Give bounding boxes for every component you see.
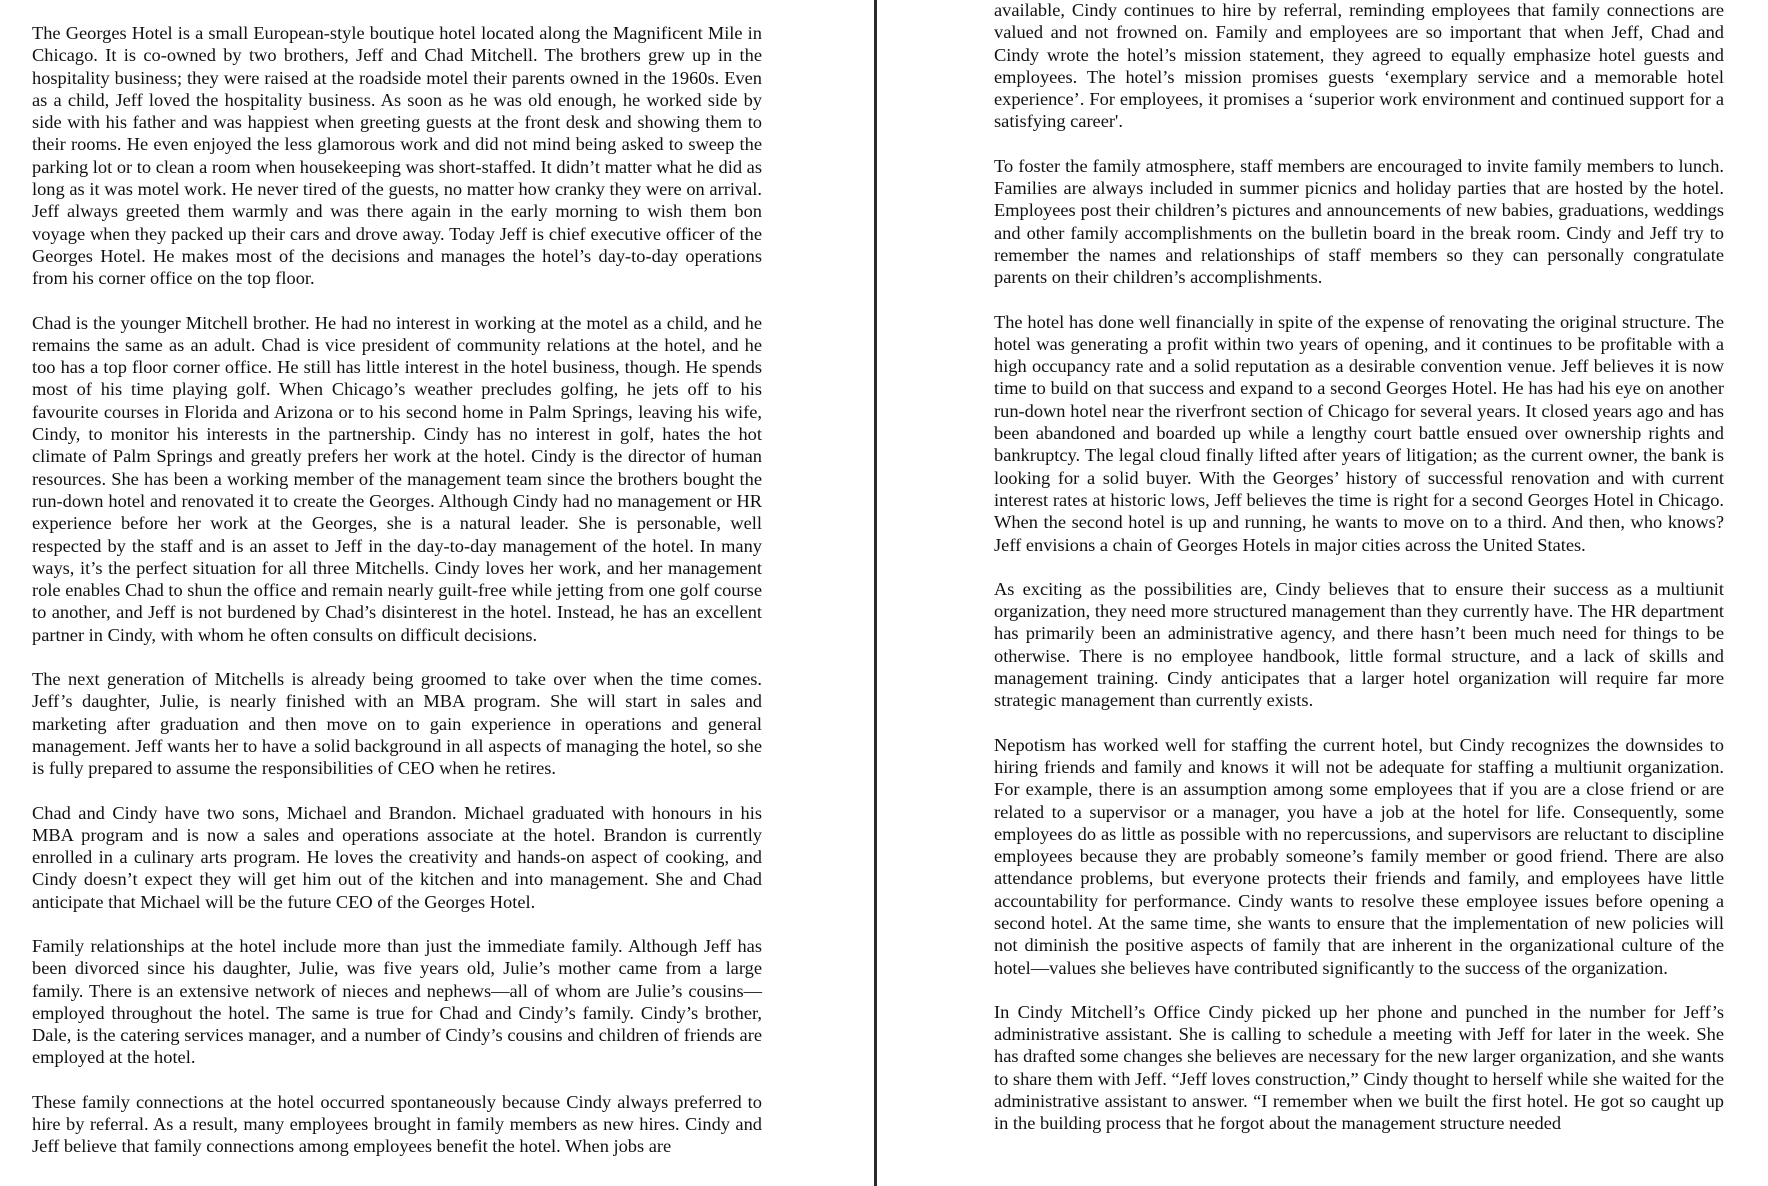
paragraph-mission-statement: available, Cindy continues to hire by referral, reminding employees that family connections are valued and not frowned on. Family and employees are so important that when Jeff, Chad and Cindy wrote the hotel’s mission statement, they agreed to equally emphasize hotel guests and employees. The hotel’s mission promises guests ‘exemplary service and a memorable hotel experience’. For employees, it promises a ‘superior work environment and continued support for a satisfying career'. (994, 0, 1724, 132)
paragraph-structured-management: As exciting as the possibilities are, Cindy believes that to ensure their success as a multiunit organization, they need more structured management than they currently have. The HR department has primarily been an administrative agency, and there hasn’t been much need for things to be otherwise. There is no employee handbook, little formal structure, and a lack of skills and management training. Cindy anticipates that a larger hotel organization will require far more strategic management than currently exists. (994, 578, 1724, 711)
paragraph-family-atmosphere: To foster the family atmosphere, staff members are encouraged to invite family members to lunch. Families are always included in summer picnics and holiday parties that are hosted by the hotel. Employees post their children’s pictures and announcements of new babies, graduations, weddings and other family accomplishments on the bulletin board in the break room. Cindy and Jeff try to remember the names and relationships of staff members so they can personally congratulate parents on their children’s accomplishments. (994, 155, 1724, 288)
paragraph-family-connections: These family connections at the hotel occurred spontaneously because Cindy always preferred to hire by referral. As a result, many employees brought in family members as new hires. Cindy and Jeff believe that family connections among employees benefit the hotel. When jobs are (32, 1091, 762, 1157)
paragraph-cindy-office: In Cindy Mitchell’s Office Cindy picked up her phone and punched in the number for Jeff’s administrative assistant. She is calling to schedule a meeting with Jeff for later in the week. She has drafted some changes she believes are necessary for the new larger organization, and she wants to share them with Jeff. “Jeff loves construction,” Cindy thought to herself while she waited for the administrative assistant to answer. “I remember when we built the first hotel. He got so caught up in the building process that he forgot about the management structure needed (994, 1001, 1724, 1134)
left-text-column (32, 22, 762, 1180)
paragraph-expansion: The hotel has done well financially in spite of the expense of renovating the original structure. The hotel was generating a profit within two years of opening, and it continues to be profitable with a high occupancy rate and a solid reputation as a desirable convention venue. Jeff believes it is now time to build on that success and expand to a second Georges Hotel. He has had his eye on another run-down hotel near the riverfront section of Chicago for several years. It closed years ago and has been abandoned and boarded up while a lengthy court battle ensued over ownership rights and bankruptcy. The legal cloud finally lifted after years of litigation; as the current owner, the bank is looking for a solid buyer. With the Georges’ history of successful renovation and with current interest rates at historic lows, Jeff believes the time is right for a second Georges Hotel in Chicago. When the second hotel is up and running, he wants to move on to a third. And then, who knows? Jeff envisions a chain of Georges Hotels in major cities across the United States. (994, 311, 1724, 555)
paragraph-sons: Chad and Cindy have two sons, Michael and Brandon. Michael graduated with honours in his MBA program and is now a sales and operations associate at the hotel. Brandon is currently enrolled in a culinary arts program. He loves the creativity and hands-on aspect of cooking, and Cindy doesn’t expect they will get him out of the kitchen and into management. She and Chad anticipate that Michael will be the future CEO of the Georges Hotel. (32, 802, 762, 912)
right-page (877, 0, 1768, 1186)
paragraph-nepotism: Nepotism has worked well for staffing the current hotel, but Cindy recognizes the downsides to hiring friends and family and knows it will not be adequate for staffing a multiunit organization. For example, there is an assumption among some employees that if you are a close friend or are related to a supervisor or a manager, you have a job at the hotel for life. Consequently, some employees do as little as possible with no repercussions, and supervisors are reluctant to discipline employees because they are probably someone’s family member or good friend. There are also attendance problems, but everyone protects their friends and family, and employees have little accountability for performance. Cindy wants to resolve these employee issues before opening a second hotel. At the same time, she wants to ensure that the implementation of new policies will not diminish the positive aspects of family that are inherent in the organizational culture of the hotel—values she believes have contributed significantly to the success of the organization. (994, 734, 1724, 978)
paragraph-family-relationships: Family relationships at the hotel include more than just the immediate family. Although Jeff has been divorced since his daughter, Julie, was five years old, Julie’s mother came from a large family. There is an extensive network of nieces and nephews—all of whom are Julie’s cousins—employed throughout the hotel. The same is true for Chad and Cindy’s family. Cindy’s brother, Dale, is the catering services manager, and a number of Cindy’s cousins and children of friends are employed at the hotel. (32, 935, 762, 1068)
right-text-column (994, 0, 1724, 1157)
left-page (0, 0, 874, 1186)
paragraph-hotel-intro: The Georges Hotel is a small European-style boutique hotel located along the Magnificent Mile in Chicago. It is co-owned by two brothers, Jeff and Chad Mitchell. The brothers grew up in the hospitality business; they were raised at the roadside motel their parents owned in the 1960s. Even as a child, Jeff loved the hospitality business. As soon as he was old enough, he worked side by side with his father and was happiest when greeting guests at the front desk and showing them to their rooms. He even enjoyed the less glamorous work and did not mind being asked to sweep the parking lot or to clean a room when housekeeping was short-staffed. It didn’t matter what he did as long as it was motel work. He never tired of the guests, no matter how cranky they were on arrival. Jeff always greeted them warmly and was there again in the early morning to wish them bon voyage when they packed up their cars and drove away. Today Jeff is chief executive officer of the Georges Hotel. He makes most of the decisions and manages the hotel’s day-to-day operations from his corner office on the top floor. (32, 23, 762, 289)
paragraph-next-generation: The next generation of Mitchells is already being groomed to take over when the time comes. Jeff’s daughter, Julie, is nearly finished with an MBA program. She will start in sales and marketing after graduation and then move on to gain experience in operations and general management. Jeff wants her to have a solid background in all aspects of managing the hotel, so she is fully prepared to assume the responsibilities of CEO when he retires. (32, 669, 762, 779)
paragraph-chad-and-cindy: Chad is the younger Mitchell brother. He had no interest in working at the motel as a child, and he remains the same as an adult. Chad is vice president of community relations at the hotel, and he too has a top floor corner office. He still has little interest in the hotel business, though. He spends most of his time playing golf. When Chicago’s weather precludes golfing, he jets off to his favourite courses in Florida and Arizona or to his second home in Palm Springs, leaving his wife, Cindy, to monitor his interests in the partnership. Cindy has no interest in golf, hates the hot climate of Palm Springs and greatly prefers her work at the hotel. Cindy is the director of human resources. She has been a working member of the management team since the brothers bought the run-down hotel and renovated it to create the Georges. Although Cindy had no management or HR experience before her work at the Georges, she is a natural leader. She is personable, well respected by the staff and is an asset to Jeff in the day-to-day management of the hotel. In many ways, it’s the perfect situation for all three Mitchells. Cindy loves her work, and her management role enables Chad to shun the office and remain nearly guilt-free while jetting from one golf course to another, and Jeff is not burdened by Chad’s disinterest in the hotel. Instead, he has an excellent partner in Cindy, with whom he often consults on difficult decisions. (32, 312, 762, 645)
